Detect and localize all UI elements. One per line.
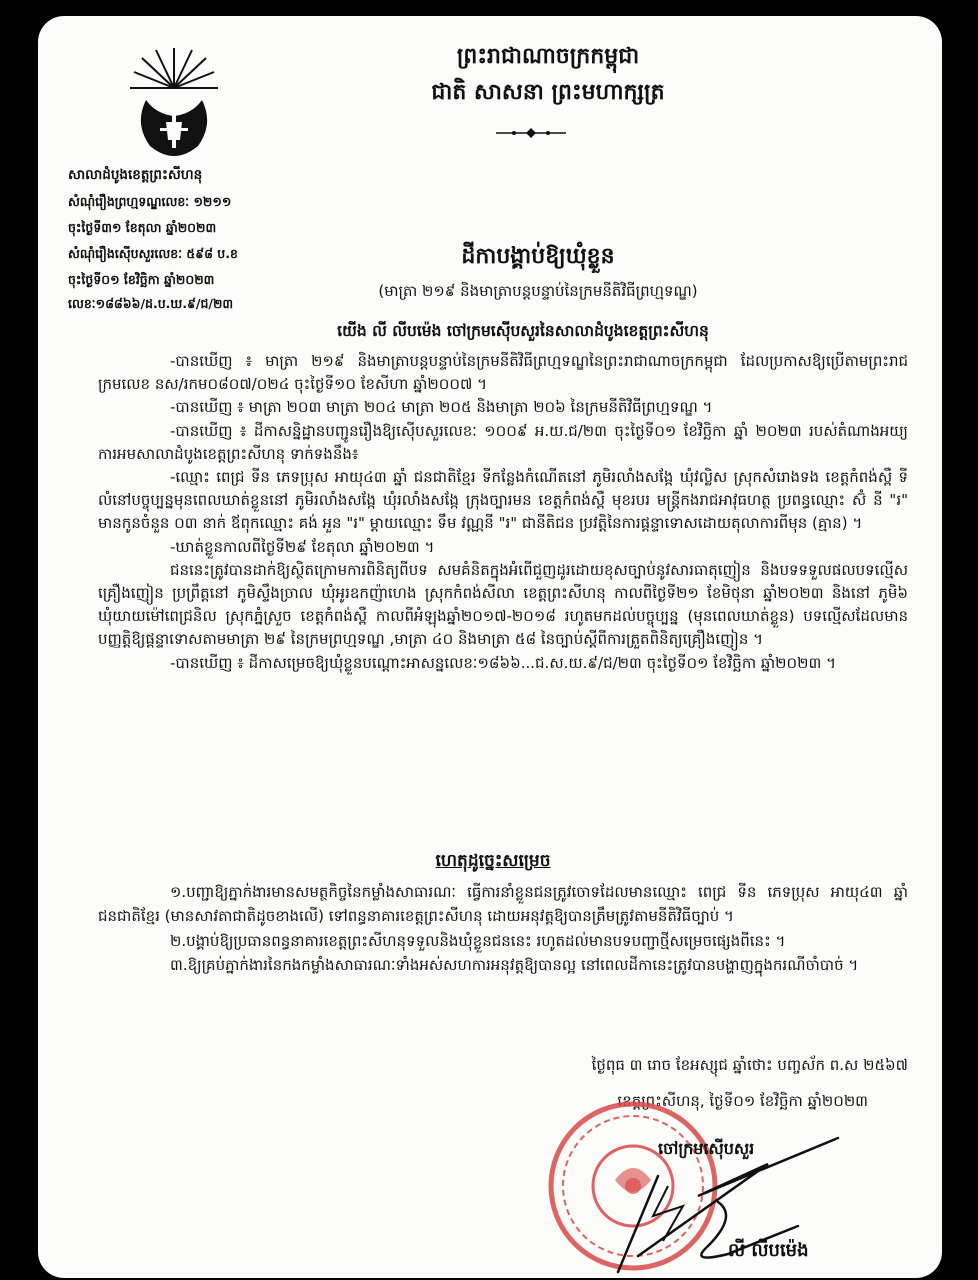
case-file-date: ចុះថ្ងៃទី៣១ ខែតុលា ឆ្នាំ២០២៣	[68, 220, 217, 235]
signer-title: ចៅក្រមស៊ើបសួរ	[658, 1139, 755, 1158]
decision-item: ២.បង្គាប់ឱ្យប្រធានពន្ធនាគារខេត្តព្រះសីហនុទទួលនិងឃុំខ្លួនជននេះ រហូតដល់មានបទបញ្ជាថ្មីសម្រេចផ្សេងពីនេះ ។	[170, 931, 786, 950]
judge-heading: យើង លី លីបម៉េង ចៅក្រមស៊ើបសួរនៃសាលាដំបូងខេត្តព្រះសីហនុ	[337, 322, 709, 340]
body-paragraph: -បានឃើញ ៖ មាត្រា ២១៩ និងមាត្រាបន្តបន្ទាប់នៃក្រមនីតិវិធីព្រហ្មទណ្ឌនៃព្រះរាជាណាចក្រកម្ពុជា ដែលប្រកាសឱ្យប្រើតាមព្រះរាជក្រមលេខ នស/រកម០៨០៧/០២៤ ចុះថ្ងៃទី១០ ខែសីហា ឆ្នាំ២០០៧ ។	[98, 352, 908, 394]
decision-heading: ហេតុដូច្នេះសម្រេច	[435, 851, 551, 871]
solar-date: ខេត្តព្រះសីហនុ, ថ្ងៃទី០១ ខែវិច្ឆិកា ឆ្នាំ២០២៣	[617, 1092, 868, 1110]
document-body	[98, 350, 908, 675]
lunar-date: ថ្ងៃពុធ ៣ រោច ខែអស្សុជ ឆ្នាំថោះ បញ្ចស័ក ព.ស ២៥៦៧	[591, 1056, 908, 1074]
signer-name: លី លីបម៉េង	[728, 1240, 809, 1261]
body-paragraph: -បានឃើញ ៖ មាត្រា ២០៣ មាត្រា ២០៤ មាត្រា ២០៥ និងមាត្រា ២០៦ នៃក្រមនីតិវិធីព្រហ្មទណ្ឌ ។	[170, 398, 713, 417]
order-reference-number: លេខៈ១៨៨៦៦/ដ.ប.ឃ.៩/ជ/២៣	[68, 296, 234, 311]
document-title: ដីកាបង្គាប់ឱ្យឃុំខ្លួន	[461, 244, 615, 269]
document-subtitle: (មាត្រា ២១៩ និងមាត្រាបន្តបន្ទាប់នៃក្រមនីតិវិធីព្រហ្មទណ្ឌ)	[378, 282, 698, 300]
body-paragraph: -ឃាត់ខ្លួនកាលពីថ្ងៃទី២៩ ខែតុលា ឆ្នាំ២០២៣ ។	[170, 537, 435, 556]
document-page	[38, 16, 942, 1278]
case-file-number: សំណុំរឿងព្រហ្មទណ្ឌលេខៈ ១២១១	[68, 194, 232, 209]
body-paragraph: -បានឃើញ ៖ ដីកាសម្រេចឱ្យឃុំខ្លួនបណ្តោះអាសន្នលេខៈ១៨៦៦...ជ.ស.យ.៩/ជ/២៣ ចុះថ្ងៃទី០១ ខែវិច្ឆិកា ឆ្នាំ២០២៣ ។	[170, 653, 836, 672]
decision-item: ១.បញ្ជាឱ្យភ្នាក់ងារមានសមត្ថកិច្ចនៃកម្លាំងសាធារណៈ ធ្វើការនាំខ្លួនជនត្រូវចោទដែលមានឈ្មោះ ពេជ្រ ទីន ភេទប្រុស អាយុ៤៣ ឆ្នាំ ជនជាតិខ្មែរ (មានសាវតាជាតិដូចខាងលើ) ទៅពន្ធនាគារខេត្តព្រះសីហនុ ដោយអនុវត្តឱ្យបានត្រឹមត្រូវតាមនីតិវិធីច្បាប់ ។	[98, 883, 908, 926]
investigation-file-date: ចុះថ្ងៃទី០១ ខែវិច្ឆិកា ឆ្នាំ២០២៣	[68, 272, 215, 287]
investigation-file-number: សំណុំរឿងស៊ើបសួរលេខៈ ៥៩៨ ប.ខ	[68, 246, 238, 261]
body-paragraph: ជននេះត្រូវបានដាក់ឱ្យស្ថិតក្រោមការពិនិត្យពីបទ សមគំនិតក្នុងអំពើជួញដូរដោយខុសច្បាប់នូវសារធាតុញៀន និងបទទទួលផលបទល្មើសគ្រឿងញៀន ប្រព្រឹត្តនៅ ភូមិស្ទឹងច្រាល ឃុំអូរឧកញ៉ាហេង ស្រុកកំពង់សីលា ខេត្តព្រះសីហនុ កាលពីថ្ងៃទី២១ ខែមិថុនា ឆ្នាំ២០២៣ និងនៅ ភូមិ៦ ឃុំយាយម៉ៅពេជ្រនិល ស្រុកភ្នំស្រួច ខេត្តកំពង់ស្ពឺ កាលពីអំឡុងឆ្នាំ២០១៧-២០១៨ រហូតមកដល់បច្ចុប្បន្ន (មុនពេលឃាត់ខ្លួន) បទល្មើសដែលមានបញ្ញត្តិឱ្យផ្តន្ទាទោសតាមមាត្រា ២៩ នៃក្រមព្រហ្មទណ្ឌ ,មាត្រា ៤០ និងមាត្រា ៥៨ នៃច្បាប់ស្តីពីការត្រួតពិនិត្យគ្រឿងញៀន ។	[98, 560, 908, 649]
decision-list	[98, 880, 908, 978]
decision-item: ៣.ឱ្យគ្រប់ភ្នាក់ងារនៃកងកម្លាំងសាធារណៈទាំងអស់សហការអនុវត្តឱ្យបានល្អ នៅពេលដីកានេះត្រូវបានបង្ហាញក្នុងករណីចាំបាច់ ។	[170, 956, 859, 975]
kingdom-motto: ជាតិ សាសនា ព្រះមហាក្សត្រ	[431, 80, 665, 105]
body-paragraph: -ឈ្មោះ ពេជ្រ ទីន ភេទប្រុស អាយុ៤៣ ឆ្នាំ ជនជាតិខ្មែរ ទីកន្លែងកំណើតនៅ ភូមិរលាំងសង្កែ ឃុំវល្លិស ស្រុកសំរោងទង ខេត្តកំពង់ស្ពឺ ទីលំនៅបច្ចុប្បន្នមុនពេលឃាត់ខ្លួននៅ ភូមិរលាំងសង្កែ ឃុំរលាំងសង្កែ ក្រុងច្បារមន ខេត្តកំពង់ស្ពឺ មុខរបរ មន្ត្រីកងរាជអាវុធហត្ថ ប្រពន្ធឈ្មោះ ស៊ំ នី "រ" មានកូនចំនួន ០៣ នាក់ ឪពុកឈ្មោះ គង់ អួន "រ" ម្តាយឈ្មោះ ទឹម វណ្ណនី "រ" ជានីតិជន ប្រវត្តិនៃការផ្តន្ទាទោសដោយតុលាការពីមុន (គ្មាន) ។	[98, 468, 908, 533]
body-paragraph: -បានឃើញ ៖ ដីកាសន្និដ្ឋានបញ្ជូនរឿងឱ្យស៊ើបសួរលេខៈ ១០០៩ អ.យ.ជ/២៣ ចុះថ្ងៃទី០១ ខែវិច្ឆិកា ឆ្នាំ ២០២៣ របស់តំណាងអយ្យការអមសាលាដំបូងខេត្តព្រះសីហនុ ទាក់ទងនឹង៖	[98, 421, 908, 463]
ornamental-divider-icon	[496, 128, 566, 138]
issuer-name: សាលាដំបូងខេត្តព្រះសីហនុ	[68, 167, 203, 183]
kingdom-title: ព្រះរាជាណាចក្រកម្ពុជា	[456, 44, 640, 69]
royal-emblem-icon	[126, 44, 222, 164]
